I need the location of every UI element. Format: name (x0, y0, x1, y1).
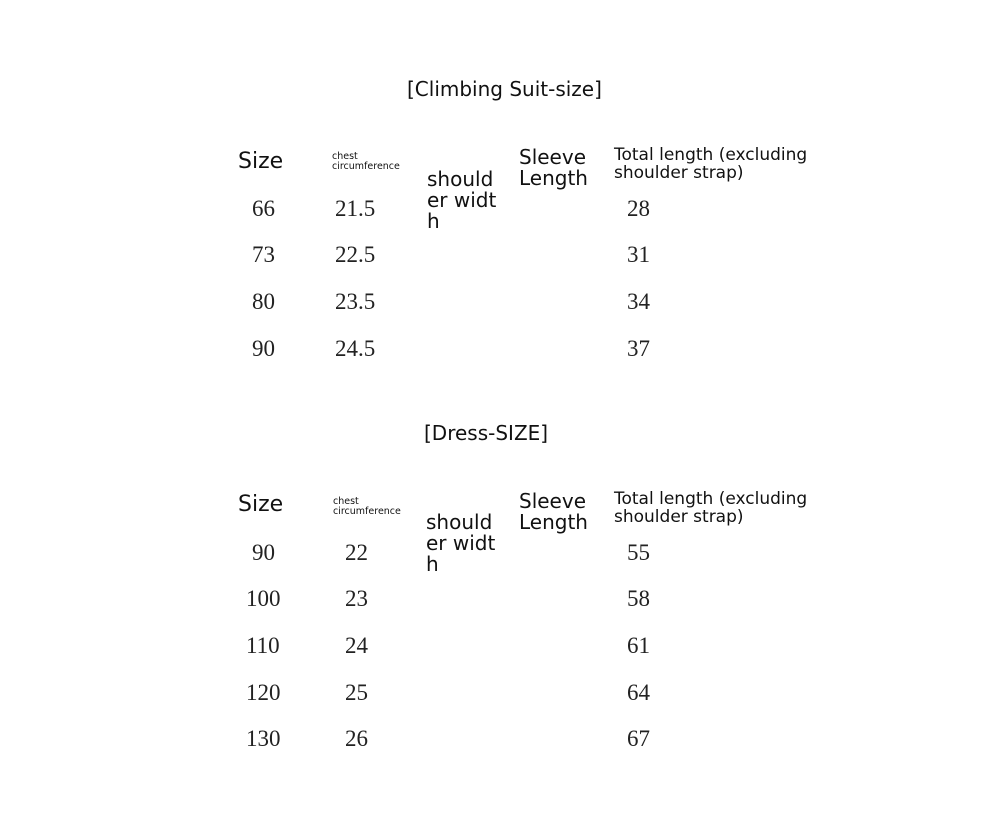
total-length-cell: 58 (627, 586, 650, 611)
chest-cell: 24.5 (335, 336, 376, 361)
size-cell: 120 (246, 680, 281, 705)
total-length-column-header: Total length (excluding shoulder strap) (614, 145, 808, 183)
chest-cell: 22 (345, 540, 368, 565)
size-column-header: Size (238, 492, 284, 517)
chest-column-header: chest circumference (333, 496, 401, 518)
size-cell: 73 (252, 242, 275, 267)
total-length-cell: 64 (627, 680, 650, 705)
chest-cell: 23 (345, 586, 368, 611)
chest-column-header: chest circumference (332, 151, 400, 173)
shoulder-column-header: shoulder width (427, 167, 497, 233)
total-length-cell: 34 (627, 289, 650, 314)
size-cell: 90 (252, 336, 275, 361)
chest-cell: 26 (345, 726, 368, 751)
sleeve-column-header: Sleeve Length (519, 489, 588, 534)
size-cell: 66 (252, 196, 275, 221)
climbing-suit-size-title: [Climbing Suit-size] (407, 77, 602, 101)
sleeve-column-header: Sleeve Length (519, 145, 588, 190)
chest-cell: 22.5 (335, 242, 376, 267)
shoulder-column-header: shoulder width (426, 510, 496, 576)
chest-cell: 25 (345, 680, 368, 705)
total-length-cell: 67 (627, 726, 650, 751)
size-cell: 90 (252, 540, 275, 565)
total-length-cell: 55 (627, 540, 650, 565)
total-length-cell: 28 (627, 196, 650, 221)
chest-cell: 21.5 (335, 196, 376, 221)
size-column-header: Size (238, 149, 284, 174)
size-cell: 100 (246, 586, 281, 611)
chest-cell: 24 (345, 633, 368, 658)
size-cell: 80 (252, 289, 275, 314)
total-length-cell: 61 (627, 633, 650, 658)
size-cell: 110 (246, 633, 280, 658)
chest-cell: 23.5 (335, 289, 376, 314)
total-length-cell: 37 (627, 336, 650, 361)
dress-size-title: [Dress-SIZE] (424, 421, 549, 445)
size-cell: 130 (246, 726, 281, 751)
total-length-column-header: Total length (excluding shoulder strap) (614, 489, 808, 527)
total-length-cell: 31 (627, 242, 650, 267)
